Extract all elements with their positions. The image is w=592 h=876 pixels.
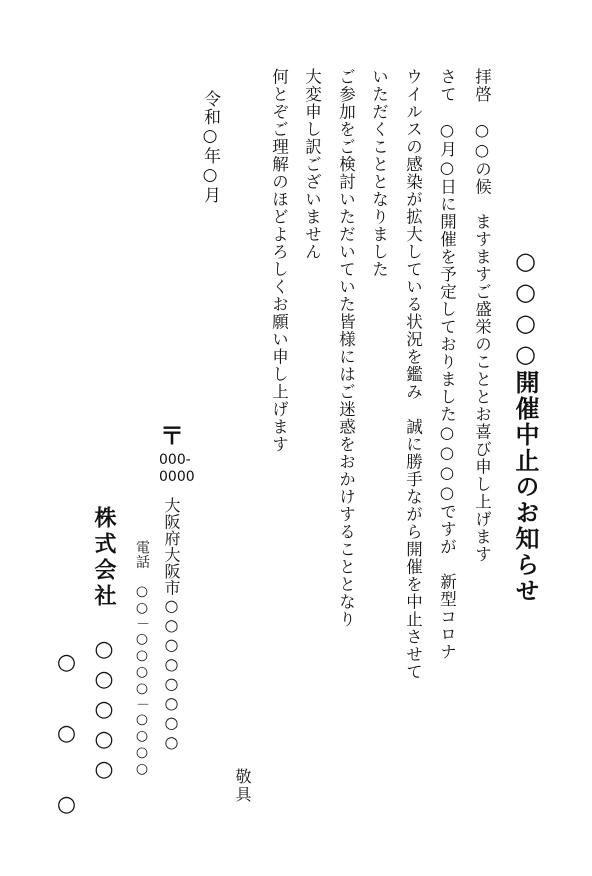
body-line-1: 拝啓 ○○の候 ますますご盛栄のこととお喜び申し上げます	[472, 68, 492, 563]
letter-title: ○○○○開催中止のお知らせ	[511, 246, 540, 604]
postal-mark-icon: 〒	[160, 422, 184, 450]
sender-address: 大阪府大阪市○○○○○○○○	[162, 497, 181, 752]
body-line-5: ご参加をご検討いただいていた皆様にはご迷惑をおかけすることとなり	[336, 68, 356, 628]
closing-text: 敬具	[233, 768, 252, 804]
body-line-2: さて ○月○日に開催を予定しておりました○○○○ですが 新型コロナ	[437, 68, 457, 661]
body-line-4: いただくこととなりました	[369, 68, 389, 278]
postal-code: 000- 0000	[159, 452, 195, 485]
body-line-6: 大変申し訳ございません	[302, 68, 322, 261]
body-line-7: 何とぞご理解のほどよろしくお願い申し上げます	[269, 68, 289, 453]
sender-phone: 電話 ○○－○○○○－○○○○	[134, 540, 150, 778]
letter-date: 令和○年○月	[200, 90, 220, 204]
body-line-3: ウイルスの感染が拡大している状況を鑑み 誠に勝手ながら開催を中止させて	[403, 68, 423, 681]
person-name: ○ ○ ○	[54, 650, 79, 829]
company-name: 株式会社 ○○○○○	[91, 506, 117, 786]
